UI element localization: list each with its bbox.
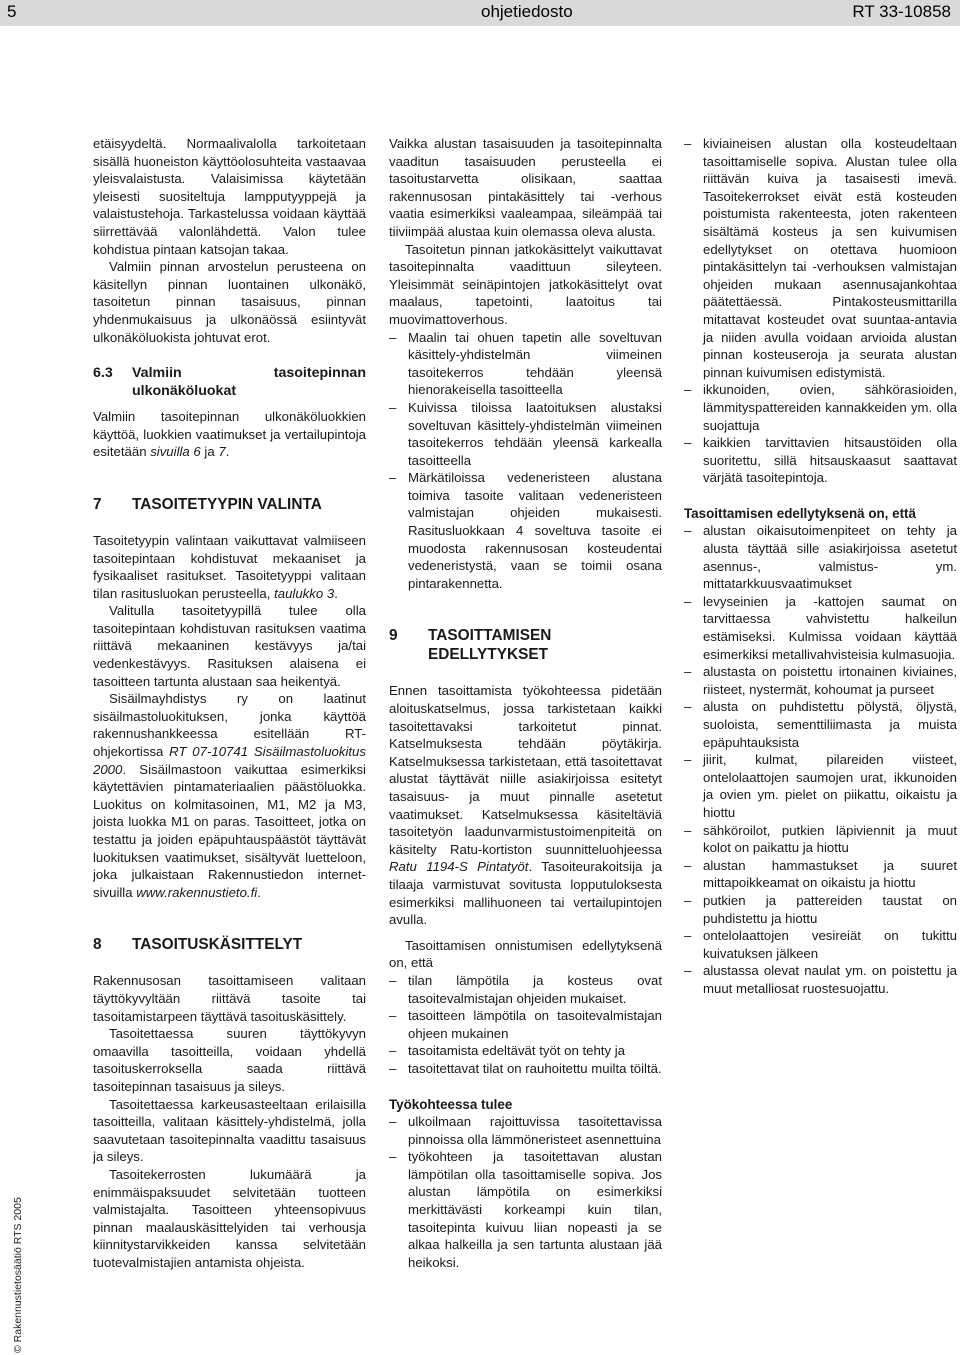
copyright-sidebar [0,1197,24,1355]
paragraph: Rakennusosan tasoittamiseen valitaan täyttökyvyltään riittävä tasoite tai tasoitamistarpeen täyttävä tasoituskäsittely. [93,973,366,1024]
section-heading-6-3 [93,364,366,400]
paragraph: Valitulla tasoitetyypillä tulee olla tasoitepintaan kohdistuvan rasituksen vaatima riittävä mekaaninen kestävyys ja/tai vedenkestävyys. Rasituksen alaisena ei tasoitteen tartunta alustaan saa heikentyä. [93,603,366,689]
list-item: – ikkunoiden, ovien, sähkörasioiden, lämmityspattereiden kannakkeiden ym. olla suojattuja [684,382,957,433]
list-item: – alustassa olevat naulat ym. on poistettu ja muut metalliosat ruostesuojattu. [684,963,957,996]
list-item: – sähköroilot, putkien läpiviennit ja muut kolot on paikattu ja hiottu [684,822,957,856]
dash-bullet: – [684,523,692,539]
paragraph: Tasoitetyypin valintaan vaikuttavat valmiiseen tasoitepintaan kohdistuvat mekaaniset ja fysikaaliset rasitukset. Tasoitetyyppi valitaan tilan rasitusluokan perusteella, taulukko 3. [93,532,366,601]
list-item: – jiirit, kulmat, pilareiden viisteet, ontelolaattojen saumojen urat, ikkunoiden ja ovien ym. pielet on piikattu, oikaistu ja hiottu [684,752,957,820]
list-item: – työkohteen ja tasoitettavan alustan lämpötilan olla tasoittamiselle sopiva. Jos alustan lämpötila on esimerkiksi merkittävästi korkeampi kuin tilan, tasoitepinta kuivuu liian nopeasti ja se alkaa halkeilla ja sen tartunta alustaan jää heikoksi. [389,1149,662,1270]
dash-bullet: – [389,1114,397,1130]
dash-bullet: – [389,1043,397,1059]
dash-bullet: – [389,1060,397,1076]
list-item: – alustan hammastukset ja suuret mittapoikkeamat on oikaistu ja hiottu [684,857,957,891]
list-item: – alustasta on poistettu irtonainen kiviaines, riisteet, nystermät, kohoumat ja purseet [684,664,957,697]
dash-bullet: – [684,752,692,768]
column-3 [684,135,957,998]
dash-bullet: – [389,399,397,415]
list-item: – ulkoilmaan rajoittuvissa tasoitettavissa pinnoissa olla lämmöneristeet asennettuina [389,1114,662,1147]
paragraph: Valmiin pinnan arvostelun perusteena on käsitellyn pinnan luontainen ulkonäkö, tasoitetun pinnan tasaisuus, pinnan yhdenmukaisuus ja ulkonäössä esiintyvät ulkonäköluokista johtuvat erot. [93,259,366,345]
copyright-text: © Rakennustietosäätiö RTS 2005 [12,1197,24,1353]
paragraph: Vaikka alustan tasaisuuden ja tasoitepinnalta vaaditun tasaisuuden perusteella ei tasoitustarvetta olisikaan, saattaa rakennusosan pintakäsittely tai -verhous vaatia esimerkiksi vaaleampaa, sileämpää tai tiiviimpää alustaa kuin olemassa oleva alusta. [389,136,662,239]
paragraph: Tasoitettaessa suuren täyttökyvyn omaavilla tasoitteilla, voidaan yhdellä tasoituskerroksella saada riittävä tasoitepinnan tasaisuus ja sileys. [93,1026,366,1094]
section-number: 8 [93,936,102,954]
section-heading-9 [389,626,662,664]
dash-bullet: – [389,470,397,486]
document-code: RT 33-10858 [852,2,951,21]
dash-bullet: – [684,699,692,715]
dash-bullet: – [389,972,397,988]
section-number: 6.3 [93,365,113,382]
paragraph: Tasoitetun pinnan jatkokäsittelyt vaikuttavat tasoitepinnalta vaadittuun sileyteen. Yleisimmät seinäpintojen jatkokäsittelyt ovat maalaus, tapetointi, laatoitus tai muovimattoverhous. [389,241,662,327]
dash-bullet: – [684,892,692,908]
subheading: Työkohteessa tulee [389,1096,513,1112]
list-item: – levyseinien ja -kattojen saumat on tarvittaessa vahvistettu halkeilun estämiseksi. Kulmissa voidaan käyttää esimerkiksi metallivahvisteisia kulmasuojia. [684,593,957,662]
list-item: – tilan lämpötila ja kosteus ovat tasoitevalmistajan ohjeiden mukaiset. [389,972,662,1006]
list-item: – alustan oikaisutoimenpiteet on tehty ja alusta täyttää sille asiakirjoissa asetetut asennus-, valmistus- ym. mittatarkkuusvaatimukset [684,523,957,592]
dash-bullet: – [684,822,692,838]
paragraph: Ennen tasoittamista työkohteessa pidetään aloituskatselmus, jossa tarkistetaan kaikki tasoitettavaksi tarkoitetut pinnat. Katselmuksesta tehdään pöytäkirja. Katselmuksessa tarkistetaan, että tasoitettavat alustat täyttävät niille asiakirjoissa esitetyt tasaisuus- ja muut pinnalle asetetut vaatimukset. Katselmuksessa käsiteltäviä tasoitetyön laadunvarmistustoimenpiteitä on käsitelty Ratu-kortiston suunnitteluohjeessa Ratu 1194-S Pintatyöt. Tasoiteurakoitsija ja tilaaja varmistuvat sovitusta lopputuloksesta esimerkiksi mallihuoneen tai vertailupintojen avulla. [389,683,662,928]
paragraph: Tasoittamisen onnistumisen edellytyksenä on, että [389,937,662,971]
section-title: TASOITTAMISEN EDELLYTYKSET [428,627,552,664]
list-item: – tasoitamista edeltävät työt on tehty ja [389,1043,625,1059]
page-header [0,0,960,26]
list-item: – Märkätiloissa vedeneristeen alustana toimiva tasoite valitaan vedeneristeen valmistajan ohjeiden mukaisesti. Rasitusluokkaan 4 soveltuva tasoite ei muodosta rakennusosan kosteudentai vedeneristystä, vaan se toimii osana pintarakennetta. [389,470,662,591]
dash-bullet: – [684,963,692,979]
section-number: 7 [93,495,102,513]
dash-bullet: – [389,1149,397,1165]
section-number: 9 [389,627,398,645]
section-heading-7 [93,495,366,514]
page-number: 5 [7,2,17,21]
list-item: – ontelolaattojen vesireiät on tukittu kuivatuksen jälkeen [684,928,957,961]
dash-bullet: – [684,664,692,680]
column-1 [93,135,366,1271]
list-item: – kiviaineisen alustan olla kosteudeltaan tasoittamiselle sopiva. Alustan tulee olla riittävän kuiva ja tasaisesti imevä. Tasoitekerrokset eivät estä kosteuden poistumista rakenteesta, joten rakenteen sisältämä kosteus ja sen kuivumisen edellytykset on otettava huomioon pintakäsittelyn tai -verhouksen valmistajan ohjeiden mukaan asennusajankohtaa päätettäessä. Pintakosteusmittarilla mitattavat kosteudet ovat suuntaa-antavia ja niiden avulla voidaan arvioida alustan pinnan kosteuseroja ja seurata alustan pinnan kuivumisen edistymistä. [684,136,957,380]
subheading: Tasoittamisen edellytyksenä on, että [684,505,916,521]
section-title: TASOITUSKÄSITTELYT [132,936,303,954]
dash-bullet: – [389,1008,397,1024]
list-item: – Maalin tai ohuen tapetin alle soveltuvan käsittely-yhdistelmän viimeinen tasoitekerros tehdään yleensä hienorakeisella tasoitteella [389,329,662,398]
section-heading-8 [93,935,366,954]
dash-bullet: – [389,329,397,345]
dash-bullet: – [684,435,692,451]
dash-bullet: – [684,382,692,398]
section-title: Valmiin tasoitepinnan ulkonäköluokat [132,365,366,400]
paragraph: Tasoitettaessa karkeusasteeltaan erilaisilla tasoitteilla, valitaan käsittely-yhdistelmä, jolla saavutetaan tasoitepinnalta vaadittu tasaisuus ja sileys. [93,1096,366,1165]
dash-bullet: – [684,136,692,151]
dash-bullet: – [684,857,692,873]
list-item: – kaikkien tarvittavien hitsaustöiden olla suoritettu, sillä hitsauskaasut saattavat värjätä tasoitepintoja. [684,435,957,486]
list-item: – tasoitteen lämpötila on tasoitevalmistajan ohjeen mukainen [389,1008,662,1041]
paragraph: Sisäilmayhdistys ry on laatinut sisäilmastoluokituksen, jonka käyttöä rakennushankkeessa esitellään RT-ohjekortissa RT 07-10741 Sisäilmastoluokitus 2000. Sisäilmastoon vaikuttaa esimerkiksi käytettävien pintamateriaalien päästöluokka. Luokitus on kolmitasoinen, M1, M2 ja M3, joista luokka M1 on paras. Tasoitteet, jotka on testattu ja joiden epäpuhtauspäästöt täyttävät luokituksen vaatimukset, sisältyvät luetteloon, joka julkaistaan Rakennustiedon internet-sivuilla www.rakennustieto.fi. [93,691,366,900]
list-item: – Kuivissa tiloissa laatoituksen alustaksi soveltuvan käsittely-yhdistelmän viimeinen tasoitekerros tehdään yleensä karkealla tasoitteella [389,399,662,468]
section-title: TASOITETYYPIN VALINTA [132,495,322,513]
paragraph: etäisyydeltä. Normaalivalolla tarkoitetaan sisällä huoneiston käyttöolosuhteita vastaavaa yleisvalaistusta. Valaisimissa käytetään yleisesti suositeltuja lampputyyppejä ja valaistustehoja. Tarkastelussa voidaan käyttää siirrettävää valonlähdettä. Valon tulee kohdistua pintaan katsojan takaa. [93,136,366,257]
list-item: – alusta on puhdistettu pölystä, öljystä, suoloista, sementtiliimasta ja muista epäpuhtauksista [684,699,957,750]
paragraph: Tasoitekerrosten lukumäärä ja enimmäispaksuudet selvitetään tuotteen valmistajalta. Tasoitteen yhteensopivuus pinnan maalauskäsittelyiden tai verhousja kiinnitystarvikkeiden kanssa selvitetään tuotevalmistajien antamista ohjeista. [93,1166,366,1270]
column-2 [389,135,662,1271]
list-item: – putkien ja pattereiden taustat on puhdistettu ja hiottu [684,892,957,926]
dash-bullet: – [684,593,692,609]
dash-bullet: – [684,928,692,944]
list-item: – tasoitettavat tilat on rauhoitettu muilta töiltä. [389,1060,662,1076]
document-type: ohjetiedosto [481,2,573,21]
paragraph: Valmiin tasoitepinnan ulkonäköluokkien käyttöä, luokkien vaatimukset ja vertailupintoja esitetään sivuilla 6 ja 7. [93,409,366,460]
